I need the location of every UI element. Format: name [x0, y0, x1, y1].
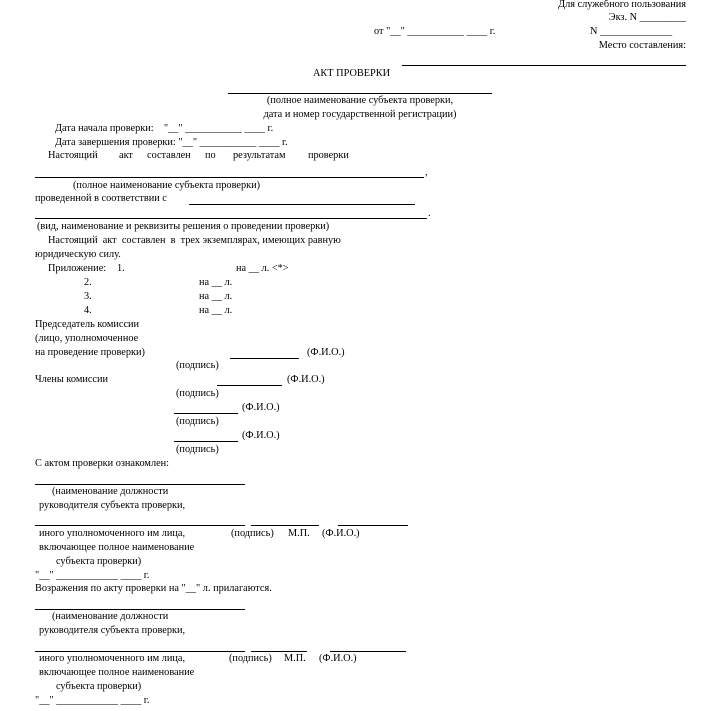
conducted-according: проведенной в соответствии с	[35, 193, 167, 204]
rep-sign-line	[251, 525, 319, 526]
chairman-signature-caption: (подпись)	[176, 360, 219, 371]
copy-number: Экз. N _________	[608, 12, 686, 23]
rep-fio: (Ф.И.О.)	[319, 653, 357, 664]
rep-caption-4: включающее полное наименование	[39, 542, 195, 553]
rep-caption-5: субъекта проверки)	[56, 556, 142, 567]
rep-caption-4: включающее полное наименование	[39, 667, 195, 678]
subject-caption-2: дата и номер государственной регистрации)	[263, 109, 457, 120]
act-intro-word-6: проверки	[308, 150, 349, 161]
member-fio: (Ф.И.О.)	[242, 430, 280, 441]
member-sign-line	[217, 385, 282, 386]
place-label: Место составления:	[598, 40, 686, 51]
act-intro-word-4: по	[205, 150, 216, 161]
copies-text-2: юридическую силу.	[35, 249, 121, 260]
member-signature-caption: (подпись)	[176, 444, 219, 455]
subject-fullname-line	[35, 177, 424, 178]
appendix-item-pages: на __ л.	[199, 277, 233, 288]
chairman-sign-line	[230, 358, 299, 359]
act-date: от "__" ___________ ____ г.	[374, 26, 496, 37]
rep-caption-3: иного уполномоченного им лица,	[39, 653, 186, 664]
chairman-fio: (Ф.И.О.)	[307, 347, 345, 358]
appendix-item-num: 2.	[84, 277, 92, 288]
stamp-place: М.П.	[288, 528, 310, 539]
appendix-item-pages: на __ л. <*>	[236, 263, 289, 274]
copies-text-1: Настоящий акт составлен в трех экземплярах, имеющих равную	[48, 235, 341, 246]
rep-name-line	[35, 525, 245, 526]
member-sign-line	[174, 441, 238, 442]
appendix-label: Приложение:	[48, 263, 107, 274]
period: .	[428, 208, 431, 219]
decision-line	[35, 218, 427, 219]
act-intro-word-5: результатам	[233, 150, 286, 161]
rep-caption-5: субъекта проверки)	[56, 681, 142, 692]
subject-full-caption: (полное наименование субъекта проверки)	[73, 180, 261, 191]
act-intro-word-3: составлен	[147, 150, 191, 161]
objections-label: Возражения по акту проверки на "__" л. прилагаются.	[35, 583, 272, 594]
rep-signature: (подпись)	[231, 528, 274, 539]
member-fio: (Ф.И.О.)	[242, 402, 280, 413]
acquainted-label: С актом проверки ознакомлен:	[35, 458, 170, 469]
end-date: Дата завершения проверки: "__" ___________ ____ г.	[55, 137, 288, 148]
rep-caption-1: (наименование должности	[52, 611, 169, 622]
chairman-label-2: (лицо, уполномоченное	[35, 333, 139, 344]
start-date: Дата начала проверки: "__" ___________ ____ г.	[55, 123, 274, 134]
rep-sign-line	[251, 651, 307, 652]
rep-caption-2: руководителя субъекта проверки,	[39, 500, 186, 511]
rep-caption-3: иного уполномоченного им лица,	[39, 528, 186, 539]
rep-caption-1: (наименование должности	[52, 486, 169, 497]
appendix-item-num: 3.	[84, 291, 92, 302]
member-sign-line	[174, 413, 238, 414]
member-fio: (Ф.И.О.)	[287, 374, 325, 385]
position-line	[35, 609, 245, 610]
comma: ,	[425, 167, 428, 178]
subject-caption-1: (полное наименование субъекта проверки,	[266, 95, 454, 106]
page-title: АКТ ПРОВЕРКИ	[313, 68, 391, 79]
rep-date: "__" ____________ ____ г.	[35, 570, 150, 581]
appendix-item-num: 4.	[84, 305, 92, 316]
chairman-label-3: на проведение проверки)	[35, 347, 145, 358]
according-line	[189, 204, 415, 205]
rep-fio-line	[338, 525, 408, 526]
member-signature-caption: (подпись)	[176, 416, 219, 427]
stamp-place: М.П.	[284, 653, 306, 664]
rep-date: "__" ____________ ____ г.	[35, 695, 150, 706]
subject-name-line	[228, 93, 492, 94]
act-number: N ______________	[590, 26, 673, 37]
member-signature-caption: (подпись)	[176, 388, 219, 399]
chairman-label-1: Председатель комиссии	[35, 319, 140, 330]
place-line	[402, 65, 686, 66]
service-use-label: Для служебного пользования	[558, 0, 686, 10]
rep-name-line	[35, 651, 245, 652]
rep-fio-line	[330, 651, 406, 652]
act-intro-word-2: акт	[119, 150, 133, 161]
decision-caption: (вид, наименование и реквизиты решения о проведении проверки)	[37, 221, 330, 232]
position-line	[35, 484, 245, 485]
members-label: Члены комиссии	[35, 374, 109, 385]
act-intro-word-1: Настоящий	[48, 150, 98, 161]
rep-fio: (Ф.И.О.)	[322, 528, 360, 539]
rep-signature: (подпись)	[229, 653, 272, 664]
appendix-item-pages: на __ л.	[199, 305, 233, 316]
rep-caption-2: руководителя субъекта проверки,	[39, 625, 186, 636]
appendix-item-pages: на __ л.	[199, 291, 233, 302]
appendix-item-num: 1.	[117, 263, 125, 274]
